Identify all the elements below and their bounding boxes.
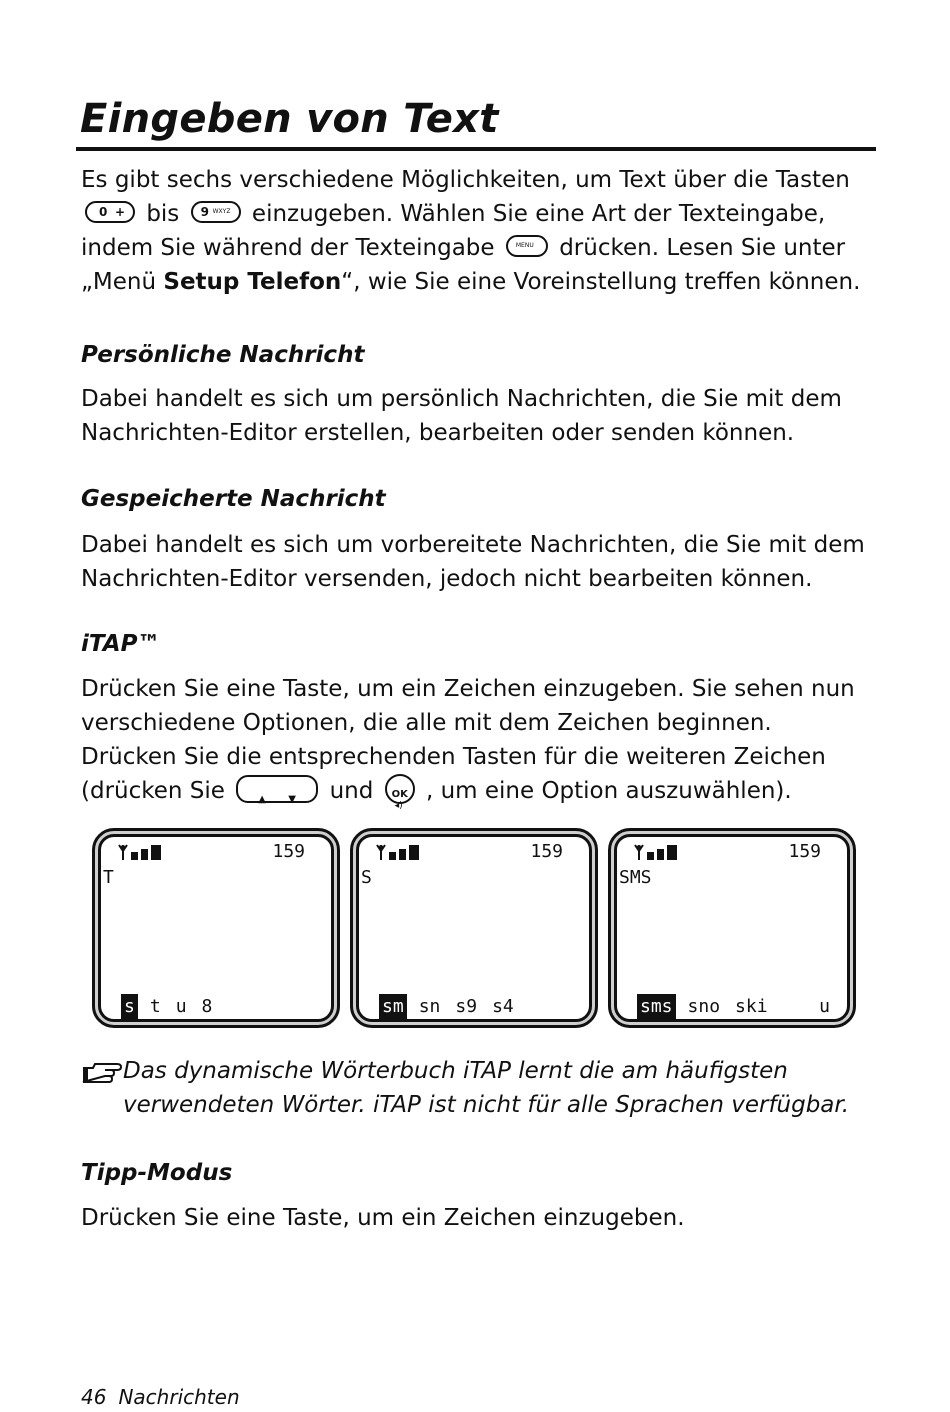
title-rule <box>76 147 876 151</box>
option[interactable]: u <box>819 996 830 1017</box>
option-bar <box>379 994 579 1022</box>
section-personal-text <box>81 382 881 450</box>
text-line: (drücken Sie ▲ ▼ und OK ◂) , um eine Option auszuwählen). <box>81 774 881 808</box>
key-9-icon: 9 WXYZ <box>191 201 241 223</box>
intro-line-1: Es gibt sechs verschiedene Möglichkeiten, um Text über die Tasten <box>81 167 850 193</box>
option[interactable]: t <box>149 996 161 1017</box>
intro-line-4: „Menü Setup Telefon“, wie Sie eine Voreinstellung treffen können. <box>81 269 861 295</box>
page-title: Eingeben von Text <box>80 96 499 142</box>
option-selected[interactable]: s <box>121 994 138 1020</box>
text-line: Nachrichten-Editor versenden, jedoch nicht bearbeiten können. <box>81 566 813 592</box>
key-0-icon: 0 + <box>85 201 135 223</box>
phone-screen-1 <box>92 828 340 1028</box>
intro-paragraph <box>81 163 881 299</box>
option-selected[interactable]: sms <box>637 994 676 1020</box>
signal-icon <box>631 843 691 861</box>
pointing-hand-icon <box>81 1058 123 1084</box>
text-line: Dabei handelt es sich um persönlich Nachrichten, die Sie mit dem <box>81 386 842 412</box>
option-selected[interactable]: sm <box>379 994 407 1020</box>
note-block <box>81 1054 849 1122</box>
char-count: 159 <box>530 841 563 862</box>
option[interactable]: s4 <box>492 996 514 1017</box>
intro-line-3: indem Sie während der Texteingabe MENU drücken. Lesen Sie unter <box>81 235 846 261</box>
text-line: Drücken Sie eine Taste, um ein Zeichen einzugeben. Sie sehen nun <box>81 676 855 702</box>
section-heading-saved: Gespeicherte Nachricht <box>81 486 386 512</box>
text-line: Dabei handelt es sich um vorbereitete Nachrichten, die Sie mit dem <box>81 532 865 558</box>
option-bar <box>121 994 321 1022</box>
option[interactable]: sno <box>687 996 721 1017</box>
phone-screens <box>92 828 860 1028</box>
option[interactable]: ski <box>735 996 768 1017</box>
text-line: Nachrichten-Editor erstellen, bearbeiten oder senden können. <box>81 420 795 446</box>
text-line: Drücken Sie eine Taste, um ein Zeichen einzugeben. <box>81 1205 685 1231</box>
text-line: Drücken Sie die entsprechenden Tasten für die weiteren Zeichen <box>81 744 826 770</box>
section-tipp-text <box>81 1201 881 1235</box>
typed-text: SMS <box>619 867 652 888</box>
chapter-name: Nachrichten <box>118 1385 240 1409</box>
menu-key-icon: MENU <box>506 235 548 257</box>
ok-key-icon: OK ◂) <box>385 774 415 804</box>
page-footer <box>81 1385 252 1409</box>
section-heading-personal: Persönliche Nachricht <box>81 342 365 368</box>
option-bar <box>637 994 837 1022</box>
nav-key-icon: ▲ ▼ <box>236 775 318 803</box>
intro-line-2: 0 + bis 9 WXYZ einzugeben. Wählen Sie eine Art der Texteingabe, <box>81 197 881 231</box>
char-count: 159 <box>272 841 305 862</box>
option[interactable]: s9 <box>455 996 478 1017</box>
option[interactable]: u <box>175 996 187 1017</box>
signal-icon <box>373 843 433 861</box>
option[interactable]: sn <box>418 996 441 1017</box>
option[interactable]: 8 <box>201 996 213 1017</box>
section-saved-text <box>81 528 881 596</box>
page-number: 46 <box>81 1385 107 1409</box>
signal-icon <box>115 843 175 861</box>
note-line-1: Das dynamische Wörterbuch iTAP lernt die am häufigsten <box>123 1058 788 1084</box>
section-itap-text <box>81 672 881 811</box>
phone-screen-3 <box>608 828 856 1028</box>
phone-screen-2 <box>350 828 598 1028</box>
section-heading-itap: iTAP™ <box>81 631 161 657</box>
note-line-2: verwendeten Wörter. iTAP ist nicht für alle Sprachen verfügbar. <box>123 1092 850 1118</box>
typed-text: T <box>103 867 114 888</box>
text-line: verschiedene Optionen, die alle mit dem Zeichen beginnen. <box>81 710 772 736</box>
typed-text: S <box>361 867 372 888</box>
char-count: 159 <box>788 841 821 862</box>
section-heading-tipp: Tipp-Modus <box>81 1160 233 1186</box>
